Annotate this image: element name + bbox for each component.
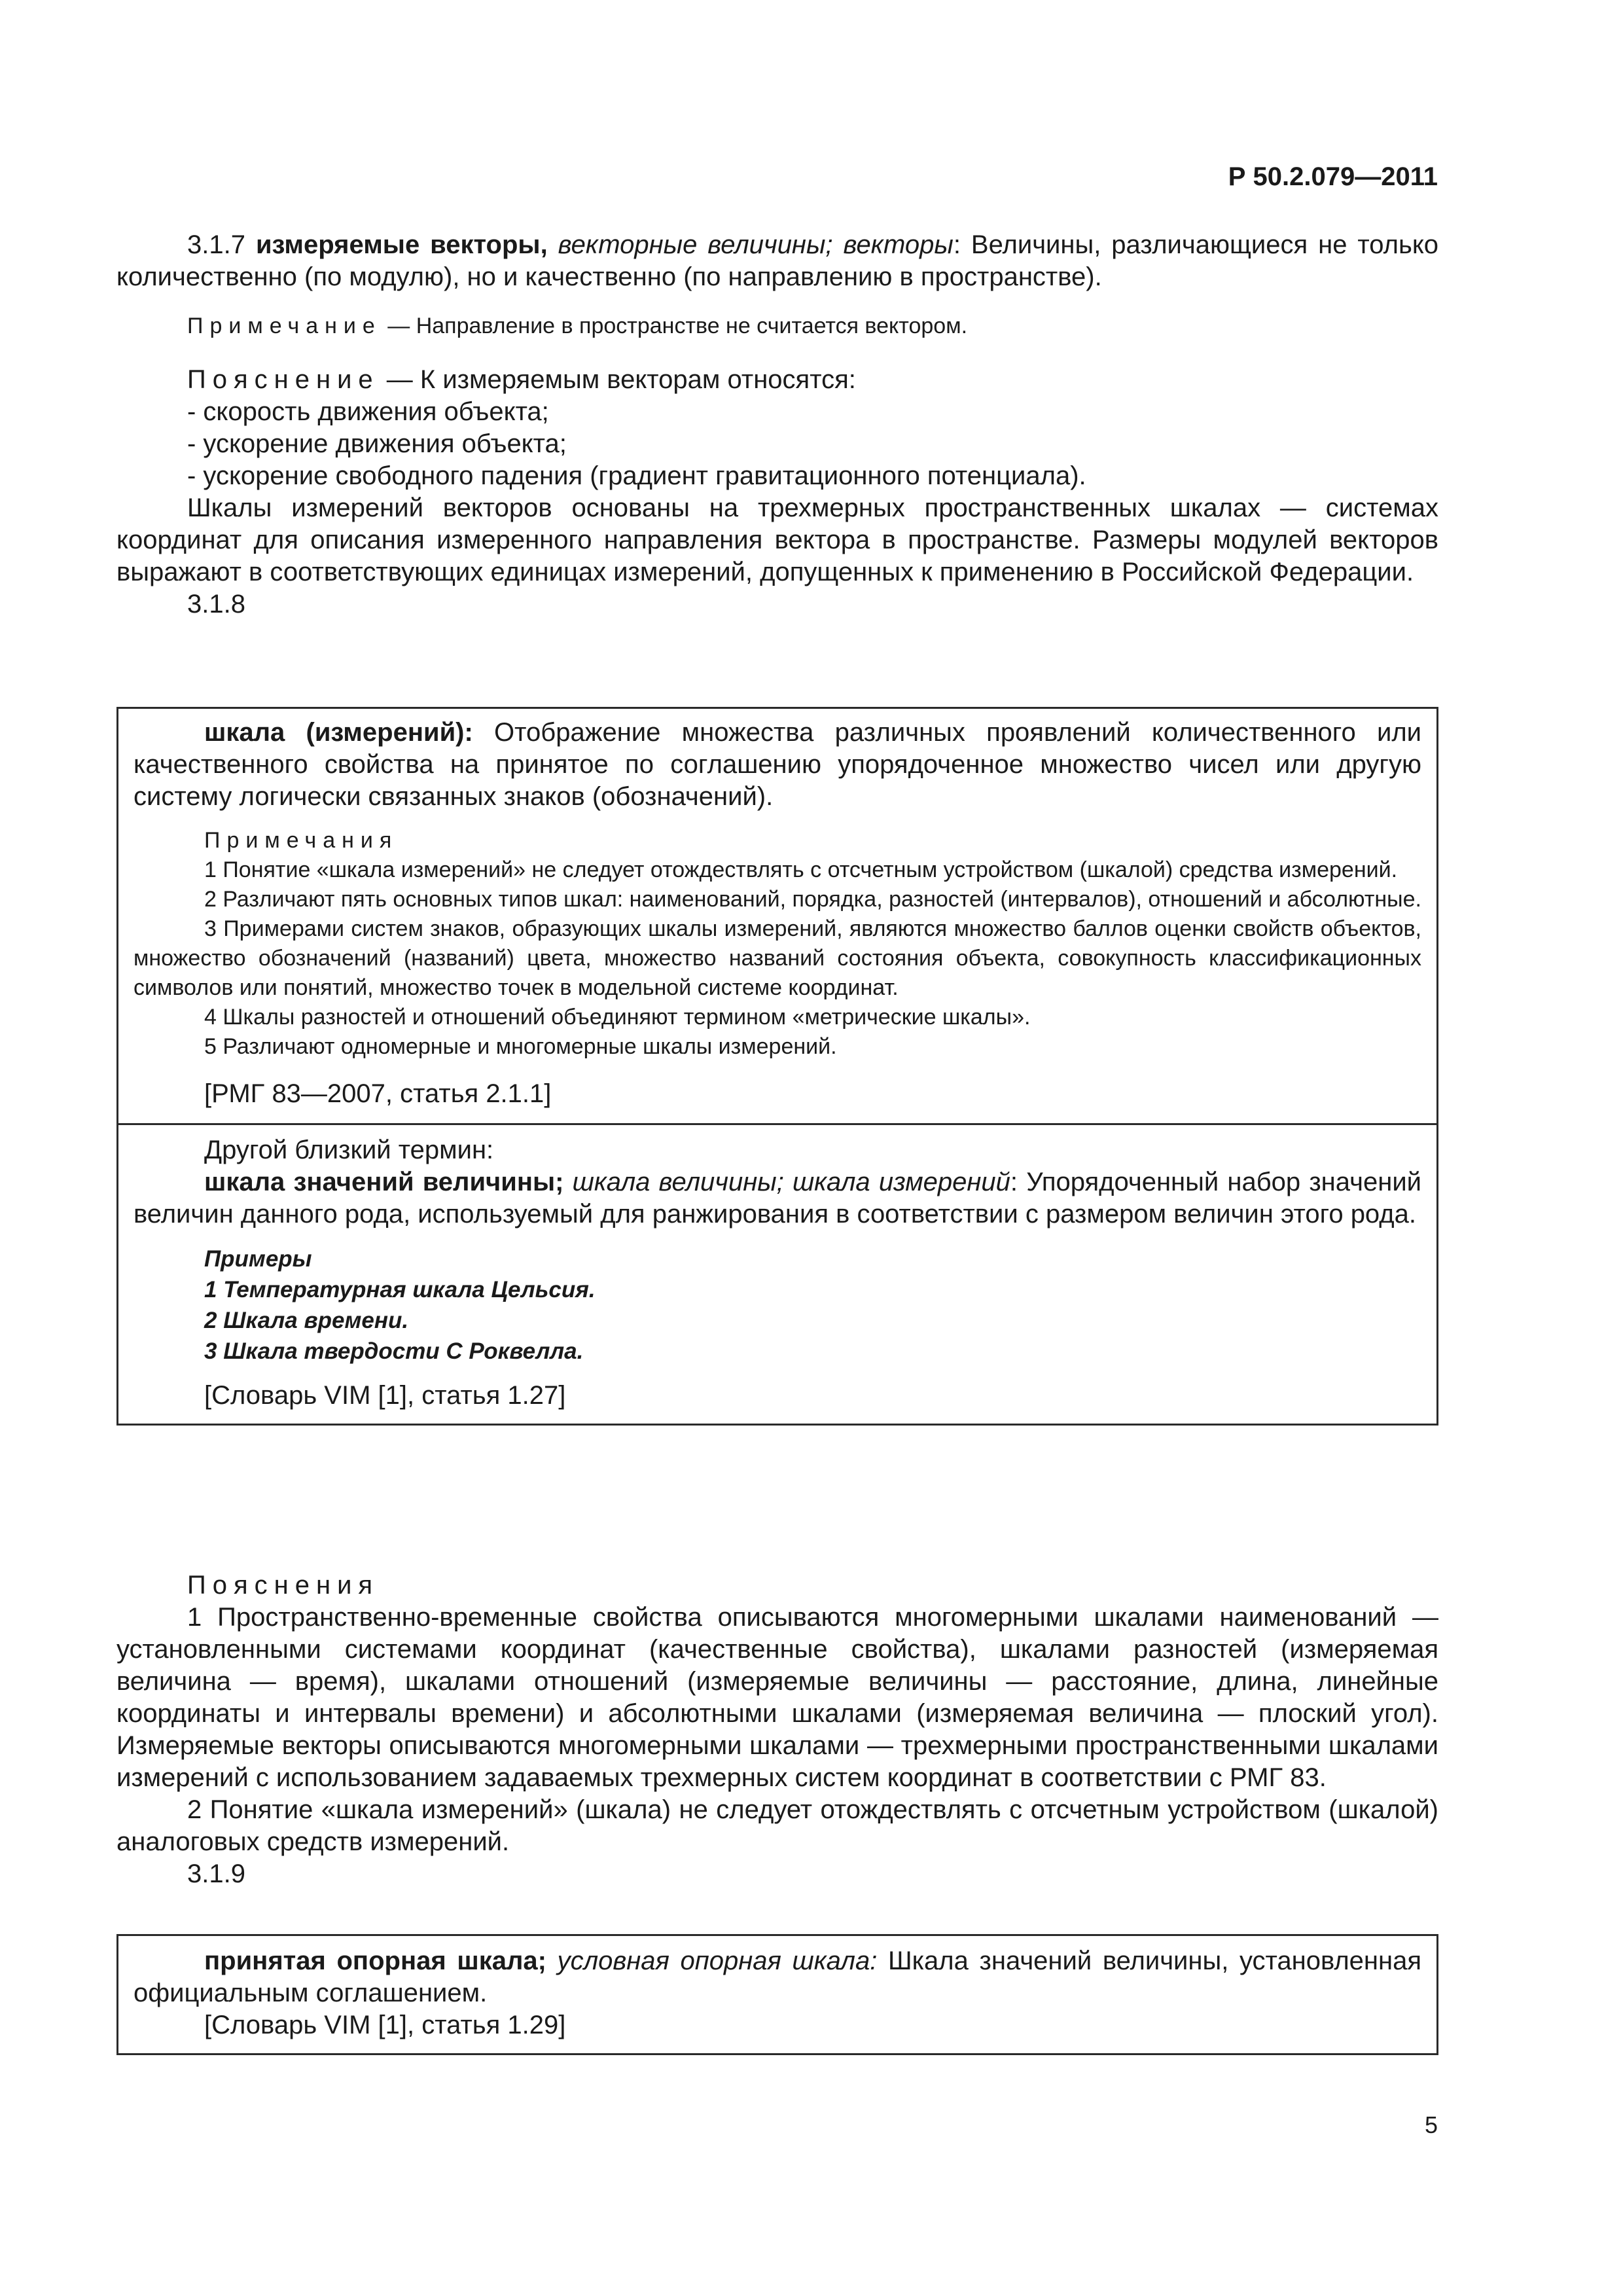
explanation-text: — К измеряемым векторам относятся: bbox=[379, 365, 856, 394]
section-3-1-7 bbox=[116, 229, 1438, 620]
synonyms: условная опорная шкала: bbox=[546, 1946, 878, 1975]
example-item: 2 Шкала времени. bbox=[204, 1308, 409, 1333]
source-reference: [Словарь VIM [1], статья 1.27] bbox=[204, 1381, 566, 1410]
explanation-item: 1 Пространственно-временные свойства описываются многомерными шкалами наименований — установленными системами координат (качественные свойства), шкалами разностей (измеряемая величина — время), шкалами отношений (измеряемые величины — расстояние, длина, линейные координаты и интервалы времени) и абсолютными шкалами (измеряемая величина — плоский угол). Измеряемые векторы описываются многомерными шкалами — трехмерными пространственными шкалами измерений с использованием задаваемых трехмерных систем координат в соответствии с РМГ 83. bbox=[116, 1603, 1438, 1792]
synonyms: шкала величины; шкала измерений bbox=[563, 1168, 1010, 1196]
section-number: 3.1.7 bbox=[187, 230, 245, 259]
note bbox=[116, 312, 1438, 341]
box-section-related bbox=[118, 1125, 1436, 1424]
example-item: 1 Температурная шкала Цельсия. bbox=[204, 1277, 596, 1302]
note-item: 2 Различают пять основных типов шкал: наименований, порядка, разностей (интервалов), отношений и абсолютные. bbox=[204, 887, 1421, 912]
explanation-label: Пояснение bbox=[187, 365, 380, 394]
box-section-primary bbox=[118, 709, 1436, 1123]
synonyms: векторные величины; векторы bbox=[558, 230, 954, 259]
note-item: 3 Примерами систем знаков, образующих шкалы измерений, являются множество баллов оценки свойств объектов, множество обозначений (названий) цвета, множество названий состояния объекта, совокупность классификационных символов или понятий, множество точек в модельной системе координат. bbox=[134, 916, 1421, 1000]
explanations-3-1-8 bbox=[116, 1570, 1438, 1890]
list-item: - скорость движения объекта; bbox=[187, 397, 549, 426]
explanation-item: 2 Понятие «шкала измерений» (шкала) не следует отождествлять с отсчетным устройством (шкалой) аналоговых средств измерений. bbox=[116, 1795, 1438, 1856]
definition-text: Шкала значений величины, установленная официальным соглашением. bbox=[134, 1946, 1422, 2007]
note-text: — Направление в пространстве не считается вектором. bbox=[381, 314, 968, 338]
document-id: Р 50.2.079—2011 bbox=[1228, 162, 1438, 191]
term: шкала (измерений): bbox=[204, 718, 473, 747]
list-item: - ускорение свободного падения (градиент гравитационного потенциала). bbox=[187, 461, 1086, 490]
note-item: 1 Понятие «шкала измерений» не следует отождествлять с отсчетным устройством (шкалой) средства измерений. bbox=[204, 857, 1398, 882]
page-number: 5 bbox=[1424, 2111, 1438, 2138]
definition-text: : Упорядоченный набор значений величин данного рода, используемый для ранжирования в соответствии с размером величин этого рода. bbox=[134, 1168, 1422, 1229]
example-item: 3 Шкала твердости С Роквелла. bbox=[204, 1338, 584, 1364]
section-number: 3.1.8 bbox=[187, 590, 245, 619]
note-label: Примечание bbox=[187, 314, 382, 338]
paragraph: Шкалы измерений векторов основаны на трехмерных пространственных шкалах — системах координат для описания измеренного направления вектора в пространстве. Размеры модулей векторов выражают в соответствующих единицах измерений, допущенных к применению в Российской Федерации. bbox=[116, 493, 1438, 586]
explanations-label: Пояснения bbox=[187, 1571, 380, 1600]
examples-label: Примеры bbox=[204, 1246, 312, 1272]
term: шкала значений величины; bbox=[204, 1168, 564, 1196]
definition-text: Отображение множества различных проявлений количественного или качественного свойства на принятое по соглашению упорядоченное множество чисел или другую систему логически связанных знаков (обозначений). bbox=[134, 718, 1422, 811]
list-item: - ускорение движения объекта; bbox=[187, 429, 567, 458]
notes-label: Примечания bbox=[204, 828, 399, 853]
source-reference: [Словарь VIM [1], статья 1.29] bbox=[204, 2011, 566, 2039]
note-item: 4 Шкалы разностей и отношений объединяют термином «метрические шкалы». bbox=[204, 1005, 1031, 1030]
term: измеряемые векторы, bbox=[255, 230, 548, 259]
related-definition bbox=[134, 1166, 1421, 1230]
definition-3-1-9 bbox=[134, 1945, 1421, 2009]
definition-box-3-1-9 bbox=[116, 1934, 1438, 2055]
definition-3-1-7 bbox=[116, 229, 1438, 293]
box-section-primary bbox=[118, 1936, 1436, 2053]
section-number: 3.1.9 bbox=[187, 1859, 245, 1888]
source-reference: [РМГ 83—2007, статья 2.1.1] bbox=[204, 1079, 552, 1108]
definition-3-1-8 bbox=[134, 717, 1421, 813]
definition-text: : Величины, различающиеся не только количественно (по модулю), но и качественно (по направлению в пространстве). bbox=[116, 230, 1439, 291]
note-item: 5 Различают одномерные и многомерные шкалы измерений. bbox=[204, 1034, 837, 1059]
term: принятая опорная шкала; bbox=[204, 1946, 546, 1975]
explanation bbox=[116, 364, 1438, 396]
related-term-label: Другой близкий термин: bbox=[204, 1136, 494, 1164]
definition-box-3-1-8 bbox=[116, 707, 1438, 1426]
